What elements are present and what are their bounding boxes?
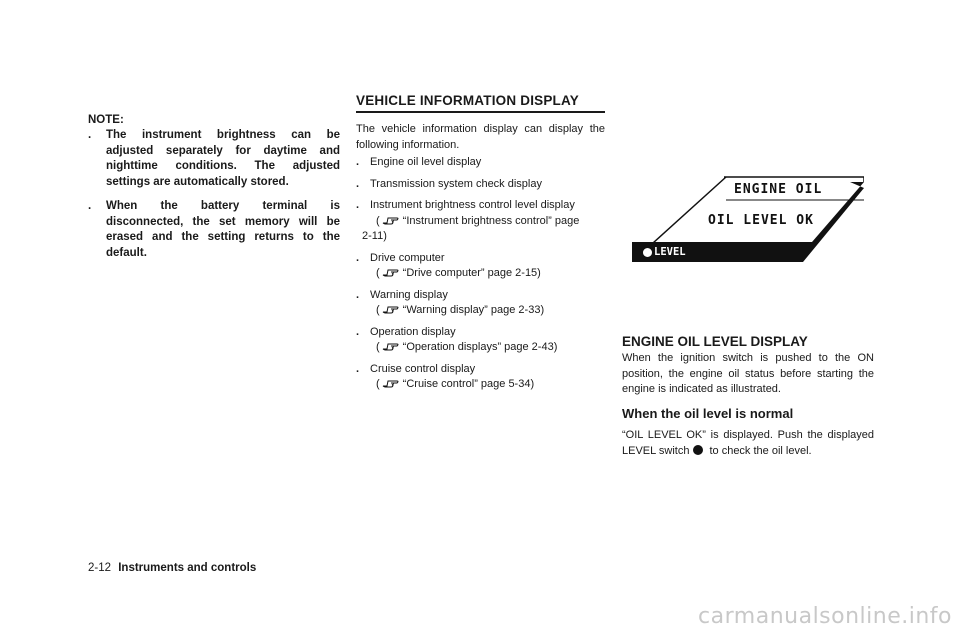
paragraph-text: “OIL LEVEL OK” is displayed. Push the displayed LEVEL switch (622, 429, 874, 457)
note-item (88, 199, 340, 261)
subsubsection-title: When the oil level is normal (622, 406, 794, 421)
cross-reference-text: “Instrument brightness control” page (402, 214, 580, 227)
pointing-hand-reference-icon (382, 214, 400, 225)
bullet: . (356, 251, 360, 264)
list-item-label: Warning display (370, 288, 448, 301)
note-heading: NOTE: (88, 114, 124, 126)
footer-section-title: Instruments and controls (118, 562, 257, 574)
cross-reference-continued: 2-11) (362, 230, 387, 242)
section-title: VEHICLE INFORMATION DISPLAY (356, 93, 605, 113)
pointing-hand-reference-icon (382, 266, 400, 277)
list-item-label: Operation display (370, 325, 456, 338)
list-item (356, 288, 605, 319)
display-status: OIL LEVEL OK (708, 213, 814, 228)
bullet: . (88, 200, 92, 212)
bullet: . (356, 199, 360, 211)
page-number: 2-12 (88, 562, 112, 574)
list-item (356, 325, 605, 356)
bullet: . (88, 129, 92, 141)
bullet: . (356, 288, 360, 301)
list-item-label: Instrument brightness control level display (370, 199, 575, 211)
bullet: . (356, 156, 360, 168)
pointing-hand-reference-icon (382, 303, 400, 314)
cross-reference-text: “Drive computer” page 2-15) (402, 267, 541, 279)
list-item-label: Engine oil level display (370, 156, 482, 168)
cross-reference-text: “Warning display” page 2-33) (402, 304, 545, 316)
engine-oil-display-illustration (632, 176, 864, 262)
subsection-title: ENGINE OIL LEVEL DISPLAY (622, 334, 808, 349)
cross-reference[interactable]: ( “Cruise control” page 5-34) (376, 378, 535, 390)
pointing-hand-reference-icon (382, 340, 400, 351)
list-item-label: Transmission system check display (370, 177, 542, 190)
note-text: The instrument brightness can be adjusted separately for daytime and nighttime conditions. The adjusted settings are automatically stored. (106, 129, 340, 188)
note-list (88, 128, 340, 270)
bullet: . (356, 362, 360, 375)
note-item (88, 128, 340, 190)
paragraph-text: to check the oil level. (709, 444, 812, 457)
info-list (356, 155, 605, 399)
bullet: . (356, 177, 360, 190)
cross-reference[interactable]: ( “Warning display” page 2-33) (376, 304, 545, 316)
list-item (356, 362, 605, 393)
level-switch-icon (643, 248, 652, 257)
list-item (356, 177, 605, 193)
note-text: When the battery terminal is disconnected, the set memory will be erased and the setting returns to the default. (106, 200, 340, 259)
list-item-label: Drive computer (370, 251, 445, 264)
cross-reference-text: “Operation displays” page 2-43) (402, 341, 558, 353)
paragraph: When the ignition switch is pushed to the ON position, the engine oil status before starting the engine is indicated as illustrated. (622, 352, 874, 395)
watermark: carmanualsonline.info (698, 604, 952, 629)
display-title: ENGINE OIL (734, 182, 823, 197)
level-switch-icon (693, 445, 703, 455)
level-label: LEVEL (654, 246, 686, 258)
bullet: . (356, 325, 360, 338)
paragraph (622, 428, 874, 459)
list-item (356, 251, 605, 282)
intro-paragraph: The vehicle information display can display the following information. (356, 123, 605, 151)
list-item (356, 198, 605, 245)
list-item-label: Cruise control display (370, 362, 476, 375)
cross-reference-text: “Cruise control” page 5-34) (402, 378, 535, 390)
cross-reference[interactable]: ( “Drive computer” page 2-15) (376, 267, 541, 279)
page-footer (88, 562, 256, 574)
cross-reference[interactable]: ( “Operation displays” page 2-43) (376, 341, 558, 353)
cross-reference[interactable]: ( “Instrument brightness control” page 2-11) (370, 214, 605, 245)
pointing-hand-reference-icon (382, 377, 400, 388)
list-item (356, 155, 605, 171)
